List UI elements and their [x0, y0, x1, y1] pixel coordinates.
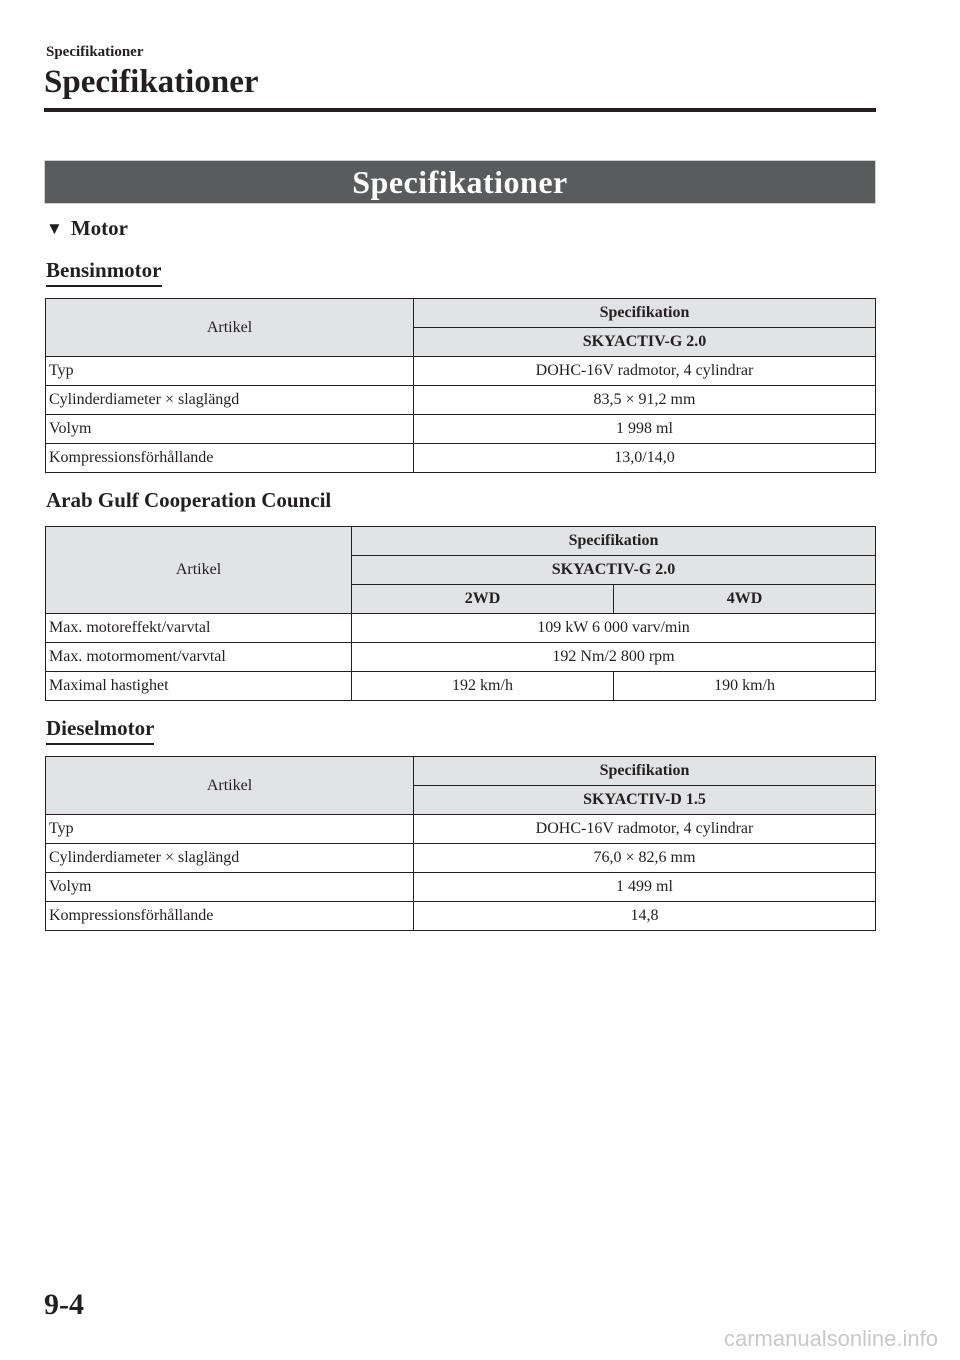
petrol-engine-title: Bensinmotor [46, 258, 162, 287]
model-header: SKYACTIV-G 2.0 [414, 328, 876, 357]
section-header-large: Specifikationer [44, 64, 259, 100]
spec-header: Specifikation [352, 527, 876, 556]
table-row [46, 815, 876, 844]
row-item: Volym [46, 415, 414, 444]
table-row [46, 873, 876, 902]
row-value-2wd: 192 km/h [352, 672, 614, 701]
row-value: DOHC-16V radmotor, 4 cylindrar [414, 815, 876, 844]
col-2wd-header: 2WD [352, 585, 614, 614]
gcc-title: Arab Gulf Cooperation Council [46, 488, 332, 512]
row-item: Cylinderdiameter × slaglängd [46, 386, 414, 415]
row-item: Typ [46, 357, 414, 386]
gcc-spec-table [45, 526, 876, 701]
row-value: 14,8 [414, 902, 876, 931]
row-item: Kompressionsförhållande [46, 902, 414, 931]
row-value: 1 998 ml [414, 415, 876, 444]
table-row [46, 614, 876, 643]
table-row [46, 844, 876, 873]
row-value-4wd: 190 km/h [614, 672, 876, 701]
row-value: DOHC-16V radmotor, 4 cylindrar [414, 357, 876, 386]
row-item: Max. motoreffekt/varvtal [46, 614, 352, 643]
triangle-down-icon: ▼ [46, 218, 63, 238]
artikel-header: Artikel [46, 757, 414, 815]
spec-header: Specifikation [414, 757, 876, 786]
header-divider [44, 108, 876, 112]
petrol-spec-table [45, 298, 876, 473]
table-row [46, 357, 876, 386]
section-header-small: Specifikationer [46, 44, 144, 60]
row-value: 109 kW 6 000 varv/min [352, 614, 876, 643]
row-value: 83,5 × 91,2 mm [414, 386, 876, 415]
row-item: Cylinderdiameter × slaglängd [46, 844, 414, 873]
table-row [46, 386, 876, 415]
col-4wd-header: 4WD [614, 585, 876, 614]
table-row [46, 415, 876, 444]
diesel-spec-table [45, 756, 876, 931]
model-header: SKYACTIV-D 1.5 [414, 786, 876, 815]
diesel-engine-title: Dieselmotor [46, 716, 154, 745]
table-row [46, 902, 876, 931]
chapter-banner: Specifikationer [44, 160, 876, 204]
row-item: Kompressionsförhållande [46, 444, 414, 473]
row-value: 76,0 × 82,6 mm [414, 844, 876, 873]
row-value: 192 Nm/2 800 rpm [352, 643, 876, 672]
motor-heading-label: Motor [70, 216, 128, 240]
row-item: Maximal hastighet [46, 672, 352, 701]
model-header: SKYACTIV-G 2.0 [352, 556, 876, 585]
page-number: 9-4 [44, 1288, 84, 1321]
artikel-header: Artikel [46, 527, 352, 614]
row-value: 1 499 ml [414, 873, 876, 902]
table-row [46, 444, 876, 473]
table-row [46, 672, 876, 701]
row-item: Volym [46, 873, 414, 902]
row-item: Typ [46, 815, 414, 844]
artikel-header: Artikel [46, 299, 414, 357]
watermark: carmanualsonline.info [723, 1326, 938, 1351]
motor-heading [46, 216, 128, 241]
table-row [46, 643, 876, 672]
row-value: 13,0/14,0 [414, 444, 876, 473]
row-item: Max. motormoment/varvtal [46, 643, 352, 672]
spec-header: Specifikation [414, 299, 876, 328]
